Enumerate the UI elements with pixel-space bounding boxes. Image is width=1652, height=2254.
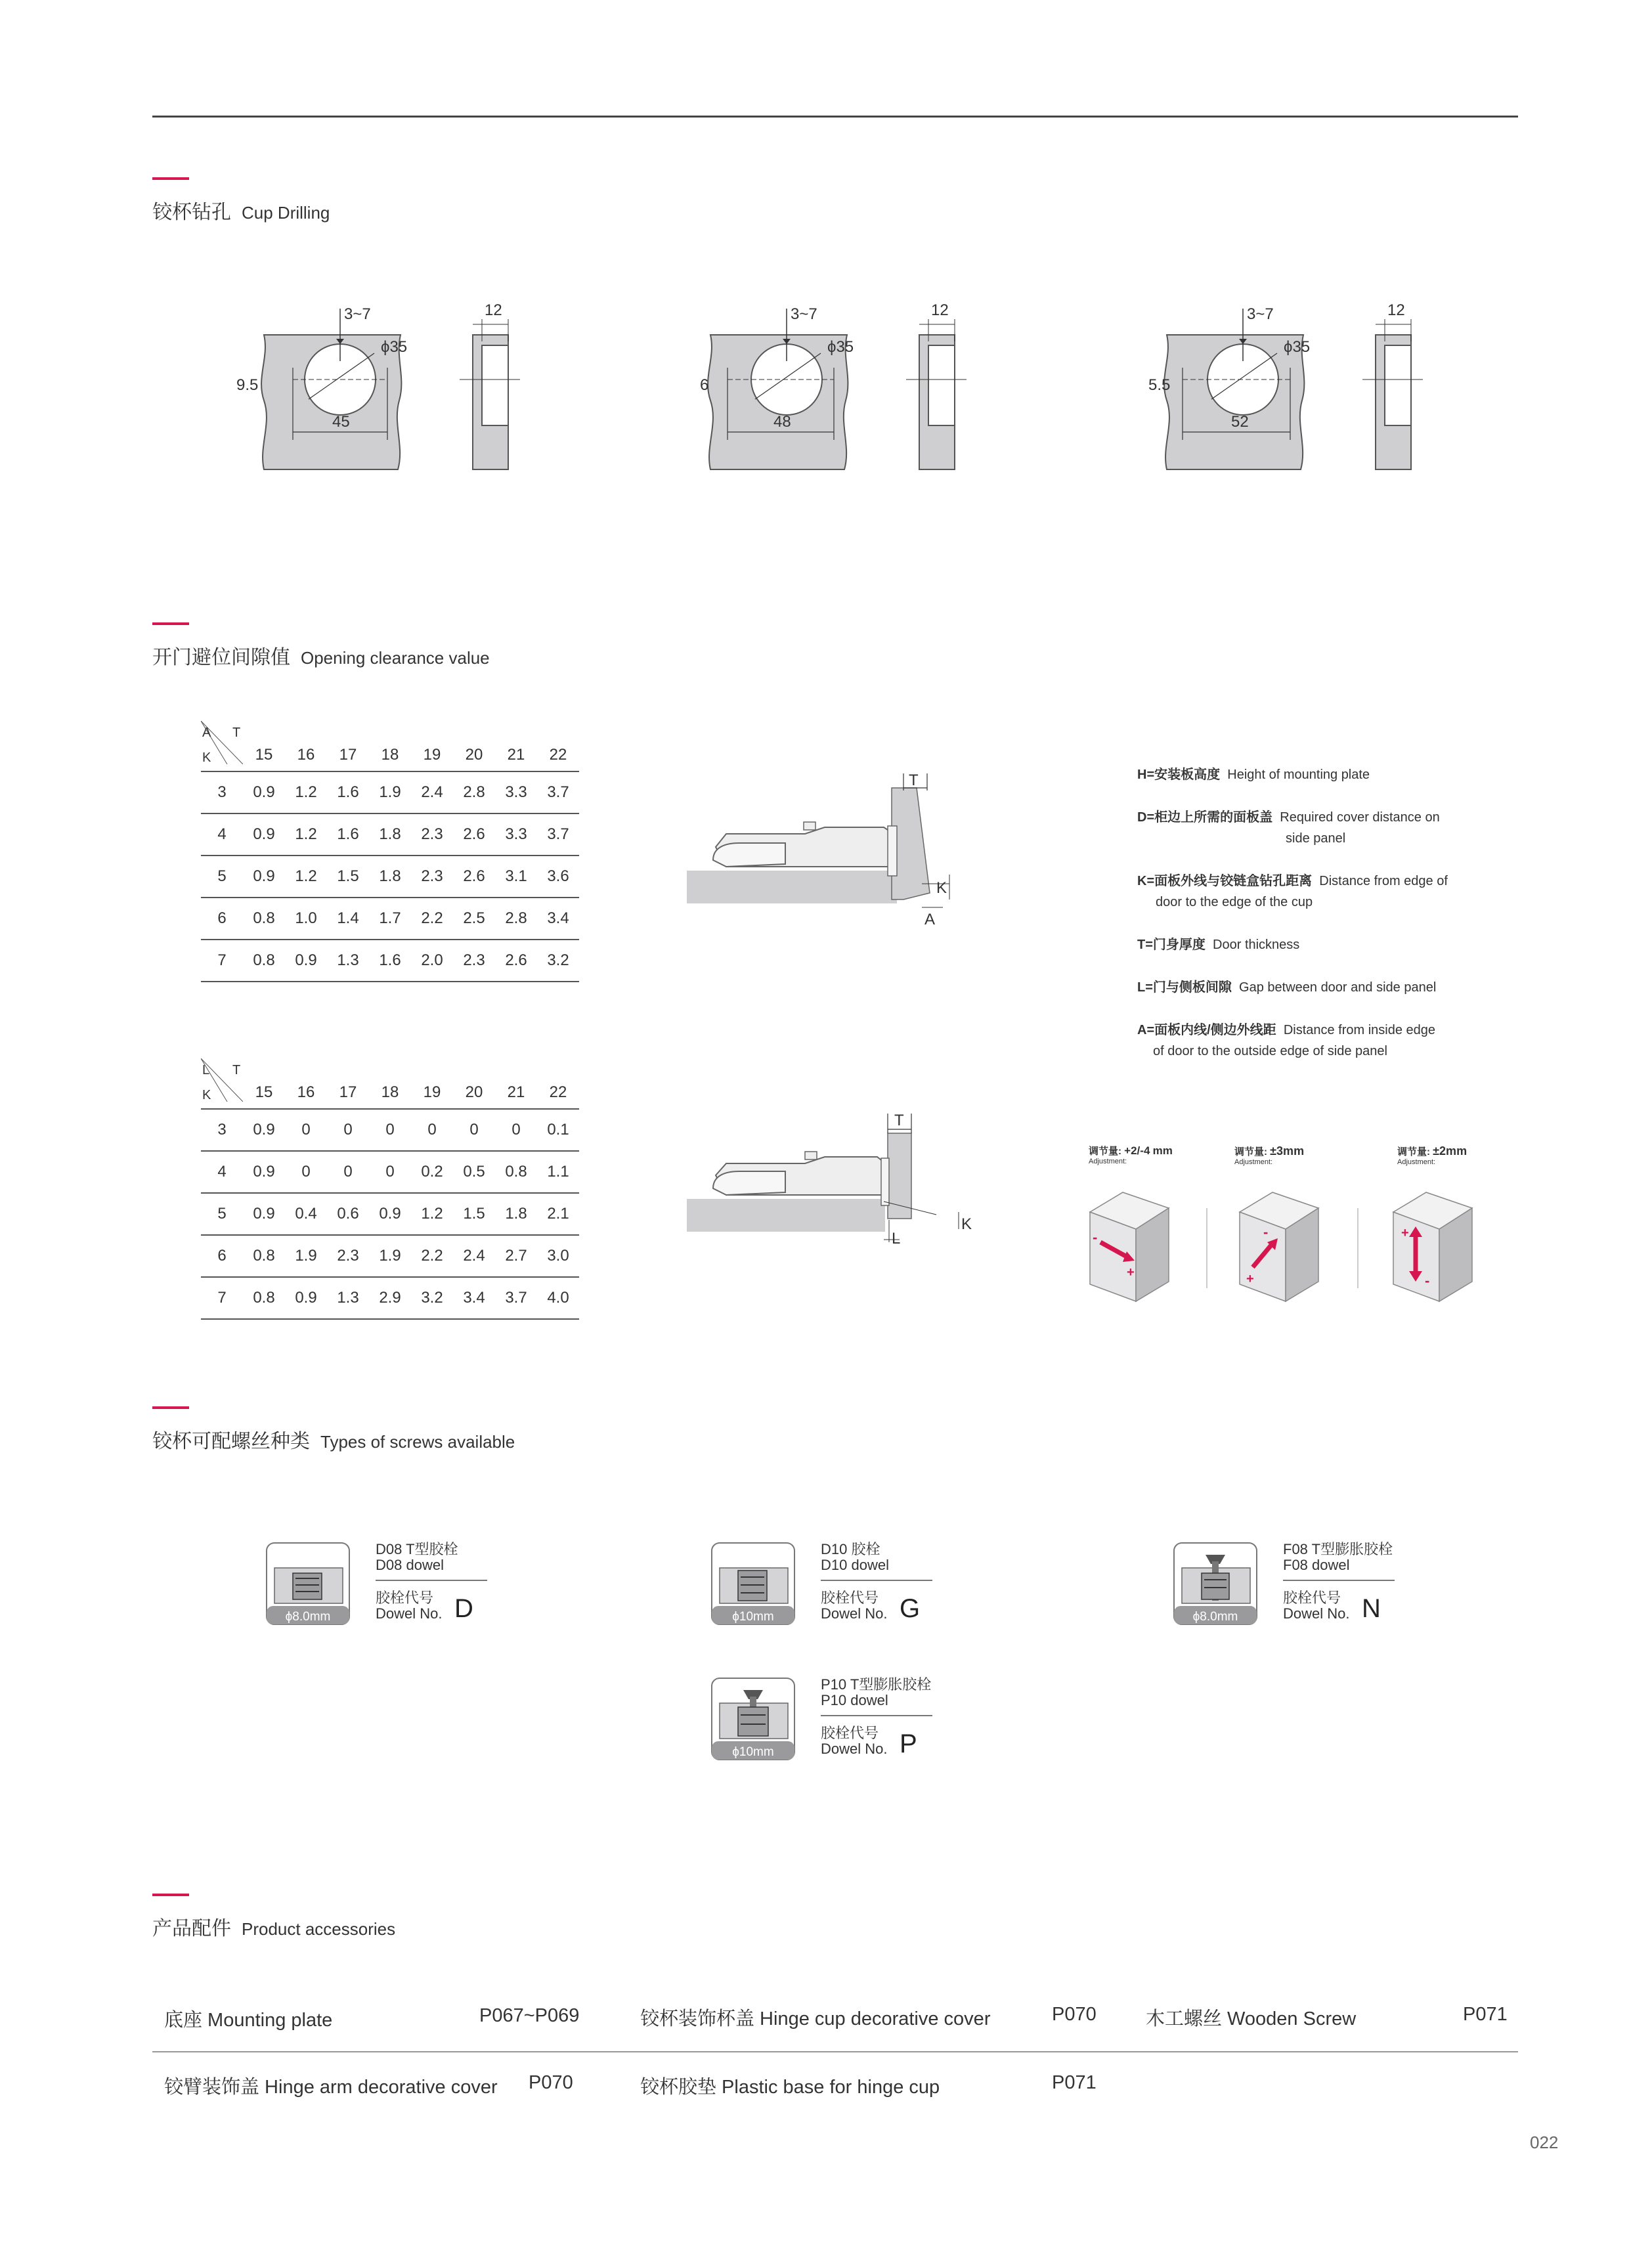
table-row: 3 0.9 0 0 0 0 0 0 0.1 (201, 1109, 579, 1151)
table-row: 7 0.8 0.9 1.3 1.6 2.0 2.3 2.6 3.2 (201, 940, 579, 982)
svg-text:T: T (909, 771, 919, 789)
divider (1283, 1580, 1395, 1581)
dowel-d10-icon (710, 1542, 797, 1627)
table-corner (201, 721, 243, 771)
page-number: 022 (1530, 2133, 1559, 2152)
divider (376, 1580, 487, 1581)
section-title-screws: 铰杯可配螺丝种类 Types of screws available (152, 1425, 515, 1454)
accessory-page-ref: P070 (529, 2072, 573, 2093)
legend-item: A=面板内线/侧边外线距 Distance from inside edge of door to the outside edge of side panel (1137, 1023, 1436, 1058)
legend-item: T=门身厚度 Door thickness (1137, 938, 1300, 952)
top-rule (152, 116, 1518, 118)
hinge-clearance-diagram-l (687, 1103, 982, 1261)
svg-text:A: A (202, 726, 211, 740)
dowel-f08-icon (1173, 1542, 1259, 1627)
adjustment-panel (1083, 1146, 1490, 1311)
drilling-diagram-1 (223, 295, 552, 479)
svg-text:K: K (936, 879, 947, 897)
divider (821, 1580, 932, 1581)
svg-text:T: T (894, 1112, 904, 1129)
dowel-d10 (710, 1542, 1012, 1634)
cube-depth-adjust-icon (1240, 1192, 1318, 1301)
accent-bar (152, 622, 189, 625)
divider (821, 1715, 932, 1716)
accessory-page-ref: P071 (1052, 2072, 1097, 2093)
adjustment-label-2: 调节量: ±3mm Adjustment: (1234, 1144, 1305, 1166)
legend-item: K=面板外线与铰链盒钻孔距离 Distance from edge of door to the edge of the cup (1137, 874, 1448, 909)
svg-text:ϕ8.0mm: ϕ8.0mm (1192, 1610, 1238, 1624)
svg-text:ϕ10mm: ϕ10mm (732, 1745, 774, 1759)
adjustment-label-1: 调节量: +2/-4 mm Adjustment: (1089, 1144, 1173, 1165)
svg-text:ϕ10mm: ϕ10mm (732, 1610, 774, 1624)
accessory-plastic-base[interactable]: 铰杯胶垫 Plastic base for hinge cup (640, 2077, 940, 2098)
accessories-divider (152, 2051, 1518, 2052)
corner-diagonal (201, 721, 243, 764)
corner-diagonal (201, 1058, 243, 1102)
dowel-d08-icon (265, 1542, 352, 1627)
dowel-code: G (900, 1594, 921, 1623)
svg-text:45: 45 (332, 413, 350, 431)
accessory-page-ref: P071 (1463, 2004, 1508, 2025)
dowel-name: D08 T型胶栓 D08 dowel (376, 1541, 458, 1573)
svg-text:3~7: 3~7 (791, 305, 817, 323)
adjustment-label-3: 调节量: ±2mm Adjustment: (1397, 1144, 1467, 1166)
table-row: 5 0.9 1.2 1.5 1.8 2.3 2.6 3.1 3.6 (201, 856, 579, 898)
svg-text:6: 6 (700, 376, 709, 394)
table-row: 6 0.8 1.9 2.3 1.9 2.2 2.4 2.7 3.0 (201, 1235, 579, 1277)
svg-text:ϕ35: ϕ35 (1284, 338, 1311, 356)
svg-text:52: 52 (1231, 413, 1249, 431)
cube-height-adjust-icon (1393, 1192, 1472, 1301)
dowel-code-label: 胶栓代号 Dowel No. (1283, 1590, 1350, 1622)
dowel-name: F08 T型膨胀胶栓 F08 dowel (1283, 1541, 1393, 1573)
svg-text:48: 48 (773, 413, 791, 431)
svg-text:3~7: 3~7 (1247, 305, 1274, 323)
table-corner (201, 1058, 243, 1109)
accent-bar (152, 1406, 189, 1409)
hinge-clearance-diagram-a (687, 762, 982, 932)
dowel-code-label: 胶栓代号 Dowel No. (376, 1590, 443, 1622)
section-title-accessories: 产品配件 Product accessories (152, 1912, 395, 1941)
svg-text:-: - (1263, 1224, 1269, 1240)
section-title-cup-drilling: 铰杯钻孔 Cup Drilling (152, 196, 330, 225)
svg-text:5.5: 5.5 (1148, 376, 1171, 394)
svg-text:A: A (924, 911, 936, 928)
svg-text:+: + (1246, 1272, 1254, 1286)
dowel-d08 (265, 1542, 567, 1634)
drilling-diagram-2 (670, 295, 998, 479)
dowel-name: D10 胶栓 D10 dowel (821, 1541, 889, 1573)
svg-text:ϕ8.0mm: ϕ8.0mm (285, 1610, 331, 1624)
svg-text:9.5: 9.5 (236, 376, 259, 394)
clearance-table-a: A T K 15 16 17 18 19 20 21 22 3 0.9 1.2 1.6 1.9 2.4 2.8 3.3 3.7 4 0.9 1.2 1.6 1.8 2.3 2.6 3.3 3.7 5 0.9 1.2 1.5 1.8 2.3 2.6 3.1 3.6 6 0.8 1.0 1.4 1.7 2.2 2.5 2.8 3.4 7 0.8 0.9 1.3 1.6 2.0 2.3 2.6 3.2 (201, 721, 579, 982)
table-row: 4 0.9 1.2 1.6 1.8 2.3 2.6 3.3 3.7 (201, 813, 579, 856)
svg-text:K: K (961, 1215, 972, 1233)
svg-text:L: L (202, 1063, 210, 1077)
accessory-hinge-arm-cover[interactable]: 铰臂装饰盖 Hinge arm decorative cover (164, 2077, 498, 2098)
accent-bar (152, 1894, 189, 1896)
dowel-code-label: 胶栓代号 Dowel No. (821, 1725, 888, 1757)
cube-side-adjust-icon (1090, 1192, 1169, 1301)
dowel-name: P10 T型膨胀胶栓 P10 dowel (821, 1676, 932, 1708)
svg-text:3~7: 3~7 (344, 305, 371, 323)
legend-item: D=柜边上所需的面板盖 Required cover distance on side panel (1137, 810, 1440, 846)
svg-text:12: 12 (931, 301, 949, 319)
accessory-hinge-cup-cover[interactable]: 铰杯装饰杯盖 Hinge cup decorative cover (640, 2008, 991, 2029)
svg-text:T: T (232, 1063, 241, 1077)
svg-text:+: + (1127, 1265, 1135, 1280)
svg-text:+: + (1401, 1226, 1409, 1240)
accessory-page-ref: P070 (1052, 2004, 1097, 2025)
svg-text:K: K (202, 750, 211, 764)
section-title-clearance: 开门避位间隙值 Opening clearance value (152, 641, 490, 670)
svg-text:ϕ35: ϕ35 (827, 338, 854, 356)
dowel-code: N (1362, 1594, 1381, 1623)
table-row: 4 0.9 0 0 0 0.2 0.5 0.8 1.1 (201, 1151, 579, 1193)
drilling-diagram-3 (1126, 295, 1454, 479)
legend (1137, 764, 1479, 1083)
legend-item: H=安装板高度 Height of mounting plate (1137, 768, 1370, 782)
table-row: 3 0.9 1.2 1.6 1.9 2.4 2.8 3.3 3.7 (201, 771, 579, 813)
table-row: 5 0.9 0.4 0.6 0.9 1.2 1.5 1.8 2.1 (201, 1193, 579, 1235)
accessory-page-ref: P067~P069 (479, 2005, 580, 2026)
svg-text:-: - (1425, 1272, 1430, 1289)
table-row: 7 0.8 0.9 1.3 2.9 3.2 3.4 3.7 4.0 (201, 1277, 579, 1319)
clearance-table-l: L T K 15 16 17 18 19 20 21 22 3 0.9 0 0 0 0 0 0 0.1 4 0.9 0 0 0 0.2 0.5 0.8 1.1 5 0.9 0.4 0.6 0.9 1.2 1.5 1.8 2.1 6 0.8 1.9 2.3 1.9 2.2 2.4 2.7 3.0 7 0.8 0.9 1.3 2.9 3.2 3.4 3.7 4.0 (201, 1058, 579, 1320)
svg-text:12: 12 (485, 301, 502, 319)
dowel-f08 (1173, 1542, 1475, 1634)
svg-text:-: - (1093, 1229, 1098, 1246)
dowel-p10 (710, 1677, 1012, 1769)
adjustment-cubes (1083, 1186, 1490, 1311)
accessory-mounting-plate[interactable]: 底座 Mounting plate (164, 2010, 333, 2031)
dowel-p10-icon (710, 1677, 797, 1762)
svg-text:12: 12 (1387, 301, 1405, 319)
dowel-code-label: 胶栓代号 Dowel No. (821, 1590, 888, 1622)
svg-text:L: L (892, 1230, 901, 1247)
accessory-wooden-screw[interactable]: 木工螺丝 Wooden Screw (1146, 2008, 1357, 2029)
table-row: 6 0.8 1.0 1.4 1.7 2.2 2.5 2.8 3.4 (201, 898, 579, 940)
svg-text:K: K (202, 1088, 211, 1102)
accent-bar (152, 177, 189, 180)
dowel-code: D (454, 1594, 473, 1623)
svg-text:ϕ35: ϕ35 (381, 338, 408, 356)
dowel-code: P (900, 1729, 917, 1758)
svg-text:T: T (232, 726, 241, 740)
legend-item: L=门与侧板间隙 Gap between door and side panel (1137, 980, 1437, 995)
